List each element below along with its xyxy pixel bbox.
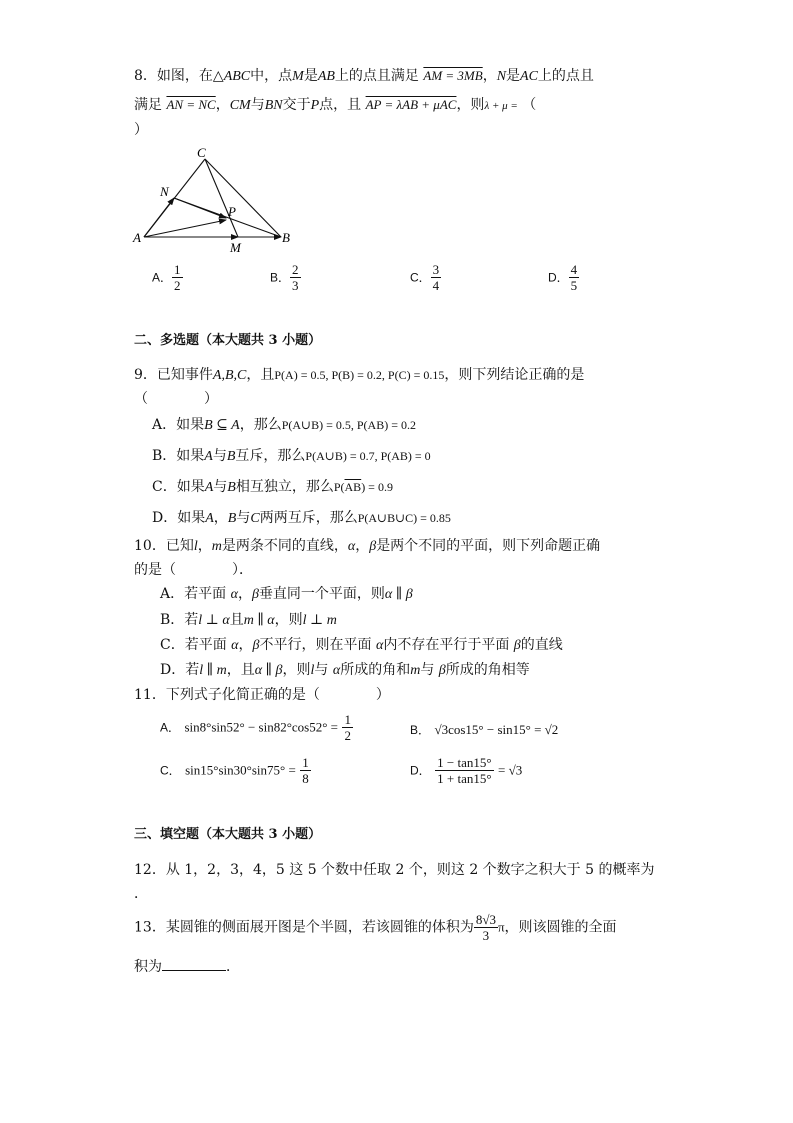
option-text: C．若平面 bbox=[160, 637, 227, 653]
q8-text: 与 bbox=[250, 97, 265, 113]
option-math: √3cos15° − sin15° = √2 bbox=[434, 722, 559, 737]
option-text: 所成的角相等 bbox=[445, 662, 530, 678]
option-text: ，且 bbox=[226, 662, 255, 678]
q8-point-m: M bbox=[292, 69, 304, 84]
q8-vector-condition-3: AP = λAB + μAC bbox=[365, 97, 457, 112]
option-label: D． bbox=[410, 763, 431, 778]
q11-option-c[interactable] bbox=[160, 755, 311, 791]
q8-option-d[interactable] bbox=[548, 262, 579, 294]
q8-text: ） bbox=[134, 122, 148, 138]
q10-text: ， bbox=[355, 538, 370, 554]
q8-segment-ab: AB bbox=[317, 69, 335, 84]
numerator: 4 bbox=[570, 262, 578, 277]
option-text: ， bbox=[238, 637, 253, 653]
option-text: 的直线 bbox=[520, 637, 563, 653]
q8-side-cb bbox=[205, 159, 281, 237]
q10-option-b[interactable] bbox=[160, 610, 337, 631]
q9-answer-paren: （ ） bbox=[134, 391, 218, 407]
denominator: 8 bbox=[302, 771, 309, 786]
q10-stem-line1 bbox=[134, 536, 600, 557]
option-math: B bbox=[227, 480, 236, 495]
q8-option-a-fraction bbox=[172, 262, 183, 293]
option-text: ， bbox=[237, 586, 252, 602]
option-math: B bbox=[226, 449, 236, 464]
option-text: 与 bbox=[236, 510, 251, 526]
numerator: 3 bbox=[432, 262, 440, 277]
option-math: l ⊥ m bbox=[302, 613, 337, 628]
q13-stem-line1 bbox=[134, 912, 617, 952]
option-math: P(A∪B) = 0.5, P(AB) = 0.2 bbox=[281, 418, 416, 432]
option-math: P(A∪B) = 0.7, P(AB) = 0 bbox=[305, 449, 431, 463]
q13-text: 13．某圆锥的侧面展开图是个半圆，若该圆锥的体积为 bbox=[134, 919, 474, 936]
q8-option-b[interactable] bbox=[270, 262, 301, 294]
option-math: P(A∪B∪C) = 0.85 bbox=[357, 511, 451, 525]
option-text: ，则 bbox=[274, 612, 303, 628]
option-math: sin8°sin52° − sin82°cos52° = bbox=[184, 719, 339, 735]
q8-text: 是 bbox=[303, 68, 318, 84]
q8-text: （ bbox=[522, 97, 537, 113]
q8-option-d-fraction bbox=[569, 262, 580, 293]
option-math: ) = 0.9 bbox=[361, 480, 393, 494]
option-math: B ⊆ A bbox=[204, 418, 240, 433]
q8-label-p: P bbox=[228, 204, 236, 219]
option-math: l bbox=[310, 663, 315, 678]
q10-option-a[interactable] bbox=[160, 584, 413, 605]
option-math: β bbox=[438, 663, 446, 678]
option-math: α bbox=[230, 587, 238, 602]
numerator: 1 − tan15° bbox=[437, 755, 492, 770]
option-text: 互斥，那么 bbox=[235, 448, 306, 464]
q8-option-b-fraction bbox=[290, 262, 301, 293]
option-text: 与 bbox=[212, 448, 227, 464]
q8-label-c: C bbox=[197, 145, 206, 160]
option-label: B． bbox=[410, 723, 431, 737]
q11-option-d[interactable] bbox=[410, 755, 522, 791]
option-label: B．如果 bbox=[152, 448, 205, 464]
q8-stem-line2 bbox=[134, 95, 536, 116]
q9-text: ，且 bbox=[246, 367, 275, 383]
option-text: ， bbox=[213, 510, 228, 526]
q13-volume-fraction bbox=[474, 912, 498, 943]
option-math: m bbox=[410, 663, 421, 678]
option-label: D． bbox=[548, 270, 569, 285]
q9-text: 9．已知事件 bbox=[134, 367, 213, 383]
q9-events: A,B,C bbox=[212, 368, 247, 383]
option-math: α bbox=[332, 663, 341, 678]
q8-text: 是 bbox=[506, 68, 521, 84]
q11-option-b[interactable] bbox=[410, 720, 558, 740]
q13-answer-blank[interactable] bbox=[162, 956, 226, 971]
denominator: 5 bbox=[570, 278, 578, 293]
option-text: ，则 bbox=[282, 662, 311, 678]
q10-math: l bbox=[193, 539, 198, 554]
q8-point-n: N bbox=[496, 69, 507, 84]
q8-line-cm bbox=[205, 159, 238, 237]
q8-label-n: N bbox=[160, 184, 169, 199]
option-math: l ⊥ α bbox=[198, 613, 230, 628]
q8-vector-ap bbox=[144, 220, 226, 237]
option-text: 且 bbox=[229, 612, 244, 628]
q10-text: ， bbox=[197, 538, 212, 554]
q10-math: α bbox=[347, 539, 356, 554]
q11-option-a[interactable] bbox=[160, 712, 353, 748]
q8-option-a[interactable] bbox=[152, 262, 183, 294]
q8-point-p: P bbox=[310, 98, 320, 113]
q8-text: 满足 bbox=[134, 97, 162, 113]
q8-lambda-mu: λ + μ = bbox=[484, 100, 518, 112]
option-math: sin15°sin30°sin75° = bbox=[185, 762, 296, 778]
option-label: C． bbox=[160, 763, 181, 778]
q8-label-b: B bbox=[282, 230, 290, 245]
q12-stem-line1: 12．从 1，2，3，4，5 这 5 个数中任取 2 个，则这 2 个数字之积大于 5 的概率为 bbox=[134, 862, 655, 878]
option-text: 内不存在平行于平面 bbox=[383, 637, 510, 653]
q8-vector-condition-2: AN = NC bbox=[166, 97, 216, 112]
q11-option-d-fraction bbox=[435, 755, 493, 786]
q13-stem-line2 bbox=[134, 956, 240, 977]
denominator: 4 bbox=[432, 278, 440, 293]
option-label: B． bbox=[270, 270, 291, 285]
q10-option-d[interactable] bbox=[160, 660, 530, 681]
q13-text: ． bbox=[226, 959, 240, 975]
q8-vector-nm bbox=[174, 198, 226, 218]
denominator: 2 bbox=[344, 728, 351, 743]
option-label: C．如果 bbox=[152, 479, 205, 495]
q8-text: 交于 bbox=[282, 97, 311, 113]
q9-probabilities: P(A) = 0.5, P(B) = 0.2, P(C) = 0.15 bbox=[274, 368, 445, 382]
option-text: 两两互斥，那么 bbox=[259, 510, 358, 526]
q8-option-c[interactable] bbox=[410, 262, 441, 294]
option-math: α bbox=[231, 638, 239, 653]
denominator: 3 bbox=[292, 278, 299, 293]
q9-option-d[interactable] bbox=[152, 508, 451, 529]
option-math: m ∥ α bbox=[243, 613, 275, 628]
q8-segment-bn: BN bbox=[264, 98, 283, 113]
q8-text: 中，点 bbox=[250, 68, 293, 84]
section-heading-multiple-choice: 二、多选题（本大题共 3 小题） bbox=[134, 333, 322, 348]
section-heading-fill-in: 三、填空题（本大题共 3 小题） bbox=[134, 827, 322, 842]
option-math: B bbox=[227, 511, 237, 526]
q10-option-c[interactable] bbox=[160, 635, 563, 656]
q10-text: 是两条不同的直线， bbox=[221, 538, 348, 554]
option-label: D．如果 bbox=[152, 510, 206, 526]
q8-triangle-name: ABC bbox=[223, 69, 251, 84]
q8-text: ， bbox=[215, 97, 230, 113]
option-math: A bbox=[205, 511, 214, 526]
numerator: 2 bbox=[292, 262, 299, 277]
q8-stem-line1 bbox=[134, 66, 594, 87]
option-text: 垂直同一个平面，则 bbox=[258, 586, 385, 602]
q8-option-c-fraction bbox=[431, 262, 442, 293]
q8-segment-ac: AC bbox=[520, 69, 538, 84]
q8-segment-cm: CM bbox=[229, 98, 251, 113]
option-text: B．若 bbox=[160, 612, 199, 628]
q11-option-a-fraction bbox=[342, 712, 353, 743]
q9-text: ，则下列结论正确的是 bbox=[444, 367, 585, 383]
q8-stem-line3 bbox=[134, 120, 148, 140]
option-math: β bbox=[252, 638, 260, 653]
denominator: 2 bbox=[174, 278, 181, 293]
option-text: A．若平面 bbox=[160, 586, 227, 602]
q10-math: β bbox=[369, 539, 377, 554]
q8-vector-an bbox=[144, 198, 174, 237]
option-text: 不平行，则在平面 bbox=[259, 637, 372, 653]
option-label: C． bbox=[410, 270, 431, 285]
q8-label-m: M bbox=[230, 240, 241, 255]
q8-text: 上的点且 bbox=[537, 68, 594, 84]
q9-option-a[interactable] bbox=[152, 415, 416, 436]
option-math: l ∥ m bbox=[199, 663, 227, 678]
q8-triangle-figure bbox=[128, 140, 298, 255]
option-math: P( bbox=[333, 480, 345, 494]
option-label: A． bbox=[160, 720, 181, 735]
option-label: A． bbox=[152, 270, 173, 285]
option-label: A．如果 bbox=[152, 417, 205, 433]
numerator: 1 bbox=[302, 755, 309, 770]
option-math: β bbox=[251, 587, 259, 602]
q8-text: 点，且 bbox=[319, 97, 362, 113]
option-math: A bbox=[204, 480, 214, 495]
option-math: α ∥ β bbox=[384, 587, 413, 602]
denominator: 3 bbox=[482, 928, 490, 943]
option-text: 与 bbox=[314, 662, 329, 678]
q11-stem: 11．下列式子化简正确的是（ ） bbox=[134, 687, 390, 703]
option-math: β bbox=[513, 638, 521, 653]
q10-text: 10．已知 bbox=[134, 538, 194, 554]
q13-text: ，则该圆锥的全面 bbox=[504, 919, 617, 936]
q8-text: ， bbox=[482, 68, 497, 84]
option-math: C bbox=[250, 511, 260, 526]
q9-option-b[interactable] bbox=[152, 446, 431, 467]
q9-option-c[interactable] bbox=[152, 477, 393, 498]
option-text: 与 bbox=[213, 479, 228, 495]
option-text: 所成的角和 bbox=[340, 662, 411, 678]
q9-stem bbox=[134, 365, 584, 386]
q13-text: 积为 bbox=[134, 959, 162, 975]
numerator: 1 bbox=[174, 262, 181, 277]
denominator: 1 + tan15° bbox=[437, 771, 492, 786]
q8-text: 上的点且满足 bbox=[334, 68, 419, 84]
q8-text: 8．如图，在△ bbox=[134, 68, 224, 84]
pi-symbol: π bbox=[497, 919, 505, 935]
option-text: 与 bbox=[420, 662, 435, 678]
option-math: = √3 bbox=[498, 762, 523, 778]
q8-label-a: A bbox=[133, 230, 141, 245]
q10-text: 是两个不同的平面，则下列命题正确 bbox=[376, 538, 601, 554]
q8-vector-condition-1: AM = 3MB bbox=[423, 68, 483, 83]
q10-math: m bbox=[211, 539, 222, 554]
q8-text: ，则 bbox=[456, 97, 485, 113]
q10-stem-line2: 的是（ ）． bbox=[134, 562, 253, 578]
option-math: α ∥ β bbox=[254, 663, 283, 678]
option-text: ，那么 bbox=[239, 417, 282, 433]
numerator: 1 bbox=[344, 712, 351, 727]
numerator: 8√3 bbox=[475, 912, 496, 927]
q11-option-c-fraction bbox=[300, 755, 311, 786]
option-text: 相互独立，那么 bbox=[235, 479, 334, 495]
option-math-complement: $\overline{AB}$ bbox=[344, 480, 362, 494]
option-math: A bbox=[204, 449, 213, 464]
option-text: D．若 bbox=[160, 662, 200, 678]
q12-stem-line2: ． bbox=[134, 886, 148, 902]
option-math: α bbox=[375, 638, 384, 653]
